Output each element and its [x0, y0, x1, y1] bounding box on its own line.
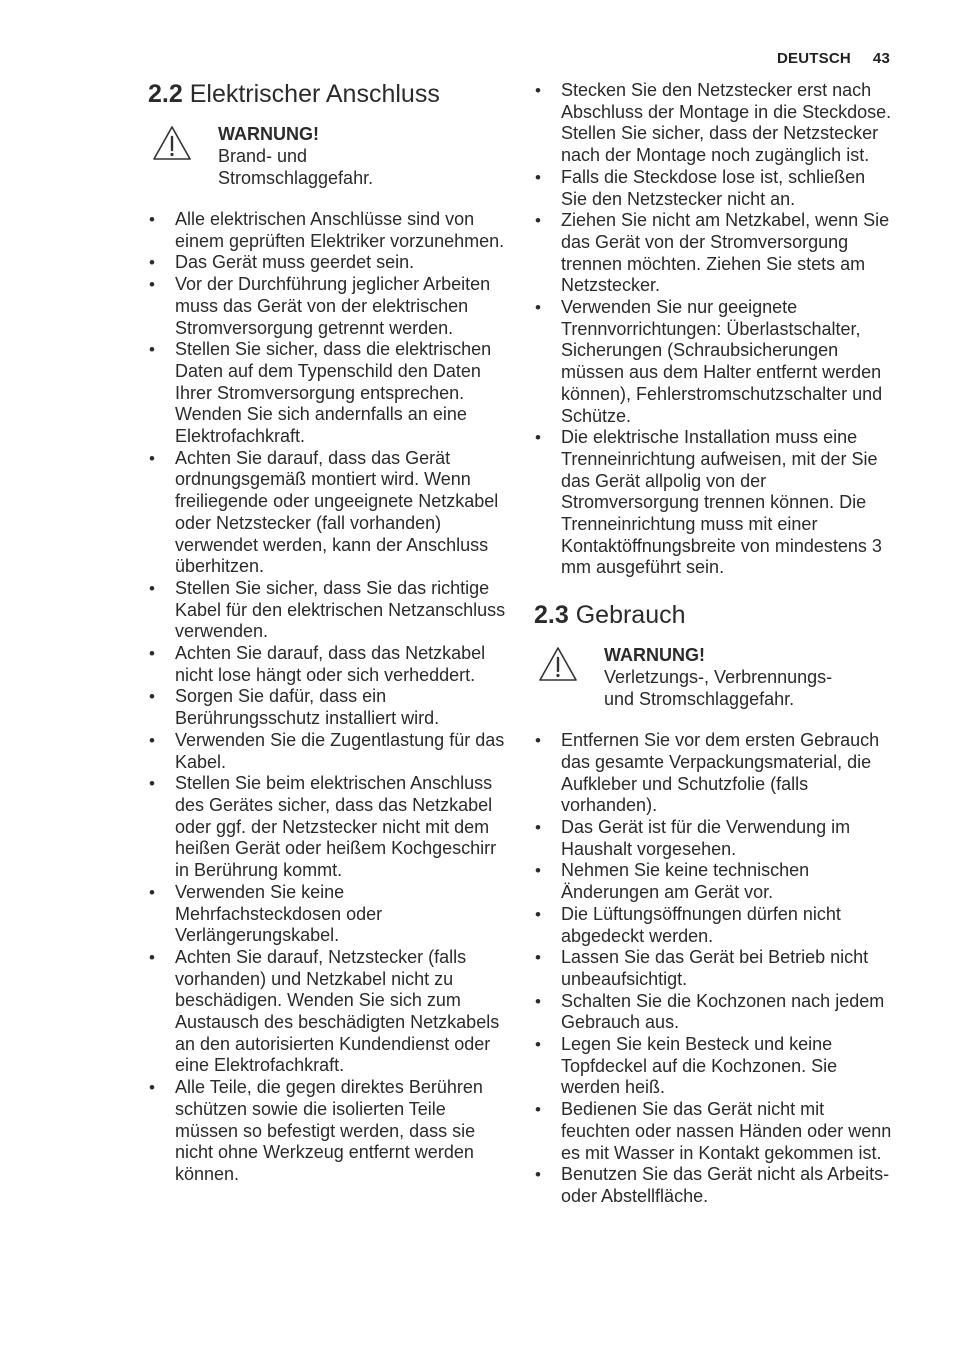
list-item: • Sorgen Sie dafür, dass ein Berührungsschutz installiert wird. [148, 686, 510, 729]
list-item: • Alle Teile, die gegen direktes Berühren schützen sowie die isolierten Teile müssen so befestigt werden, dass sie nicht ohne Werkzeug entfernt werden können. [148, 1077, 510, 1186]
warning-line: und Stromschlaggefahr. [604, 689, 795, 710]
list-item: • Verwenden Sie die Zugentlastung für das Kabel. [148, 730, 510, 773]
section-number: 2.3 [534, 601, 569, 630]
list-item: • Lassen Sie das Gerät bei Betrieb nicht unbeaufsichtigt. [534, 947, 894, 990]
list-item: • Ziehen Sie nicht am Netzkabel, wenn Sie das Gerät von der Stromversorgung trennen möchten. Ziehen Sie stets am Netzstecker. [534, 210, 894, 297]
warning-line: Brand- und [218, 146, 308, 166]
language-label: DEUTSCH [777, 50, 851, 67]
list-item: • Nehmen Sie keine technischen Änderungen am Gerät vor. [534, 860, 894, 903]
list-item: • Stellen Sie beim elektrischen Anschluss des Gerätes sicher, dass das Netzkabel oder ggf. der Netzstecker nicht mit dem heißen Gerät oder heißem Kochgeschirr in Berührung kommt. [148, 773, 510, 882]
bullet-list [148, 209, 510, 1186]
list-item: • Achten Sie darauf, dass das Netzkabel nicht lose hängt oder sich verheddert. [148, 643, 510, 686]
list-item: • Die elektrische Installation muss eine Trenneinrichtung aufweisen, mit der Sie das Gerät allpolig von der Stromversorgung trennen können. Die Trenneinrichtung muss mit einer Kontaktöffnungsbreite von mindestens 3 mm ausgeführt sein. [534, 427, 894, 579]
list-item: • Die Lüftungsöffnungen dürfen nicht abgedeckt werden. [534, 904, 894, 947]
list-item: • Schalten Sie die Kochzonen nach jedem Gebrauch aus. [534, 991, 894, 1034]
list-item: • Achten Sie darauf, dass das Gerät ordnungsgemäß montiert wird. Wenn freiliegende oder ungeeignete Netzkabel oder Netzstecker (fall vorhanden) verwendet werden, kann der Anschluss überhitzen. [148, 448, 510, 578]
list-item: • Stecken Sie den Netzstecker erst nach Abschluss der Montage in die Steckdose. Stellen Sie sicher, dass der Netzstecker nach der Montage noch zugänglich ist. [534, 80, 894, 167]
list-item: • Das Gerät muss geerdet sein. [148, 252, 510, 274]
section-title-2-3 [534, 601, 894, 630]
list-item: • Benutzen Sie das Gerät nicht als Arbeits- oder Abstellfläche. [534, 1164, 894, 1207]
list-item: • Verwenden Sie nur geeignete Trennvorrichtungen: Überlastschalter, Sicherungen (Schraubsicherungen müssen aus dem Halter entfernt werden können), Fehlerstromschutzschalter und Schütze. [534, 297, 894, 427]
warning-line: Verletzungs-, Verbrennungs- [604, 667, 833, 688]
list-item: • Alle elektrischen Anschlüsse sind von einem geprüften Elektriker vorzunehmen. [148, 209, 510, 252]
page-header [777, 50, 890, 67]
list-item: • Falls die Steckdose lose ist, schließen Sie den Netzstecker nicht an. [534, 167, 894, 210]
warning-box [148, 123, 510, 189]
warning-triangle-icon [152, 125, 192, 161]
section-title-text: Gebrauch [575, 601, 686, 630]
warning-text [218, 145, 510, 189]
warning-box [534, 644, 894, 710]
list-item: • Verwenden Sie keine Mehrfachsteckdosen oder Verlängerungskabel. [148, 882, 510, 947]
list-item: • Achten Sie darauf, Netzstecker (falls vorhanden) und Netzkabel nicht zu beschädigen. Wenden Sie sich zum Austausch des beschädigten Netzkabels an den autorisierten Kundendienst oder eine Elektrofachkraft. [148, 947, 510, 1077]
list-item: • Stellen Sie sicher, dass Sie das richtige Kabel für den elektrischen Netzanschluss verwenden. [148, 578, 510, 643]
section-title-text: Elektrischer Anschluss [189, 80, 440, 108]
list-item: • Bedienen Sie das Gerät nicht mit feuchten oder nassen Händen oder wenn es mit Wasser in Kontakt gekommen ist. [534, 1099, 894, 1164]
page-number: 43 [872, 50, 890, 67]
warning-heading: WARNUNG! [604, 645, 705, 666]
warning-heading: WARNUNG! [218, 124, 319, 144]
bullet-list [534, 80, 894, 579]
warning-triangle-icon [538, 646, 578, 682]
warning-line: Stromschlaggefahr. [218, 168, 374, 188]
list-item: • Stellen Sie sicher, dass die elektrischen Daten auf dem Typenschild den Daten Ihrer Stromversorgung entsprechen. Wenden Sie sich andernfalls an eine Elektrofachkraft. [148, 339, 510, 448]
list-item: • Vor der Durchführung jeglicher Arbeiten muss das Gerät von der elektrischen Stromversorgung getrennt werden. [148, 274, 510, 339]
right-column [534, 80, 894, 1208]
list-item: • Das Gerät ist für die Verwendung im Haushalt vorgesehen. [534, 817, 894, 860]
left-column [148, 80, 510, 1186]
list-item: • Legen Sie kein Besteck und keine Topfdeckel auf die Kochzonen. Sie werden heiß. [534, 1034, 894, 1099]
bullet-list [534, 730, 894, 1207]
section-number: 2.2 [148, 80, 183, 108]
list-item: • Entfernen Sie vor dem ersten Gebrauch das gesamte Verpackungsmaterial, die Aufkleber und Schutzfolie (falls vorhanden). [534, 730, 894, 817]
warning-text [604, 666, 894, 710]
section-title-2-2 [148, 80, 510, 109]
